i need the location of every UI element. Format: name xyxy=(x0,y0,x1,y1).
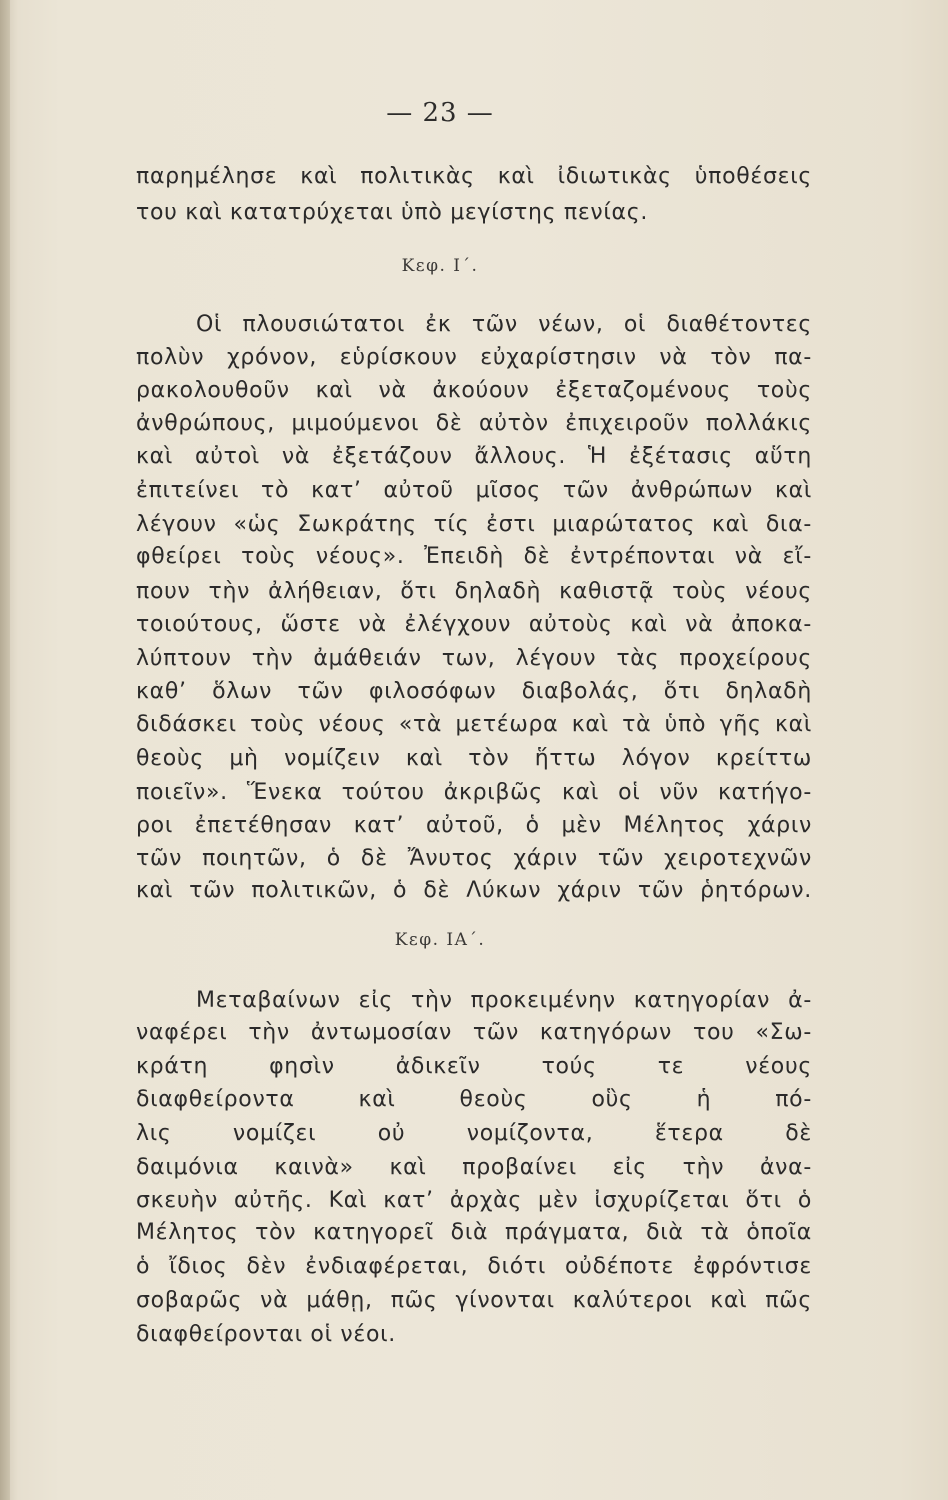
text-line: ρακολουθοῦν καὶ νὰ ἀκούουν ἐξεταζομένους τοὺς xyxy=(136,378,812,403)
chapter-heading: Κεφ. ΙΑ΄. xyxy=(394,930,486,950)
chapter-heading: Κεφ. Ι΄. xyxy=(401,256,479,276)
text-line: ναφέρει τὴν ἀντωμοσίαν τῶν κατηγόρων του «Σω- xyxy=(136,1020,812,1045)
text-line: σοβαρῶς νὰ μάθῃ, πῶς γίνονται καλύτεροι καὶ πῶς xyxy=(136,1288,812,1313)
text-line: πολὺν χρόνον, εὑρίσκουν εὐχαρίστησιν νὰ τὸν πα- xyxy=(136,345,812,370)
text-line: τῶν ποιητῶν, ὁ δὲ Ἄνυτος χάριν τῶν χειροτεχνῶν xyxy=(136,846,812,871)
text-line: ποιεῖν». Ἕνεκα τούτου ἀκριβῶς καὶ οἱ νῦν κατήγο- xyxy=(136,780,812,805)
text-line: τοιούτους, ὥστε νὰ ἐλέγχουν αὐτοὺς καὶ νὰ ἀποκα- xyxy=(136,612,812,637)
text-line: παρημέλησε καὶ πολιτικὰς καὶ ἰδιωτικὰς ὑποθέσεις xyxy=(136,164,812,189)
page-number: — 23 — xyxy=(386,98,494,128)
text-line: διαφθείροντα καὶ θεοὺς οὓς ἡ πό- xyxy=(136,1087,812,1112)
text-line: Μέλητος τὸν κατηγορεῖ διὰ πράγματα, διὰ τὰ ὁποῖα xyxy=(136,1220,812,1245)
text-line: καθ’ ὅλων τῶν φιλοσόφων διαβολάς, ὅτι δηλαδὴ xyxy=(136,679,812,704)
text-line: ὁ ἴδιος δὲν ἐνδιαφέρεται, διότι οὐδέποτε ἐφρόντισε xyxy=(136,1254,812,1279)
text-line: καὶ αὐτοὶ νὰ ἐξετάζουν ἄλλους. Ἡ ἐξέτασις αὕτη xyxy=(136,444,812,469)
text-line: Οἱ πλουσιώτατοι ἐκ τῶν νέων, οἱ διαθέτοντες xyxy=(196,312,812,337)
text-line: δαιμόνια καινὰ» καὶ προβαίνει εἰς τὴν ἀνα- xyxy=(136,1155,812,1180)
text-line: του καὶ κατατρύχεται ὑπὸ μεγίστης πενίας. xyxy=(136,200,649,225)
text-line: διαφθείρονται οἱ νέοι. xyxy=(136,1322,396,1347)
text-line: λύπτουν τὴν ἀμάθειάν των, λέγουν τὰς προχείρους xyxy=(136,646,812,671)
text-line: καὶ τῶν πολιτικῶν, ὁ δὲ Λύκων χάριν τῶν ῥητόρων. xyxy=(136,878,812,903)
text-line: λέγουν «ὡς Σωκράτης τίς ἐστι μιαρώτατος καὶ δια- xyxy=(136,512,812,537)
text-line: πουν τὴν ἀλήθειαν, ὅτι δηλαδὴ καθιστᾷ τοὺς νέους xyxy=(136,579,812,604)
text-line: σκευὴν αὐτῆς. Καὶ κατ’ ἀρχὰς μὲν ἰσχυρίζεται ὅτι ὁ xyxy=(136,1188,812,1213)
text-line: ἐπιτείνει τὸ κατ’ αὐτοῦ μῖσος τῶν ἀνθρώπων καὶ xyxy=(136,478,812,503)
text-line: κράτη φησὶν ἀδικεῖν τούς τε νέους xyxy=(136,1054,812,1079)
text-line: Μεταβαίνων εἰς τὴν προκειμένην κατηγορίαν ἀ- xyxy=(196,988,812,1013)
text-line: ροι ἐπετέθησαν κατ’ αὐτοῦ, ὁ μὲν Μέλητος χάριν xyxy=(136,813,812,838)
page-spine-shadow xyxy=(0,0,10,1500)
text-line: λις νομίζει οὐ νομίζοντα, ἕτερα δὲ xyxy=(136,1121,812,1146)
text-line: διδάσκει τοὺς νέους «τὰ μετέωρα καὶ τὰ ὑπὸ γῆς καὶ xyxy=(136,712,812,737)
text-line: φθείρει τοὺς νέους». Ἐπειδὴ δὲ ἐντρέπονται νὰ εἴ- xyxy=(136,544,812,569)
text-line: θεοὺς μὴ νομίζειν καὶ τὸν ἥττω λόγον κρείττω xyxy=(136,746,812,771)
text-line: ἀνθρώπους, μιμούμενοι δὲ αὐτὸν ἐπιχειροῦν πολλάκις xyxy=(136,411,812,436)
